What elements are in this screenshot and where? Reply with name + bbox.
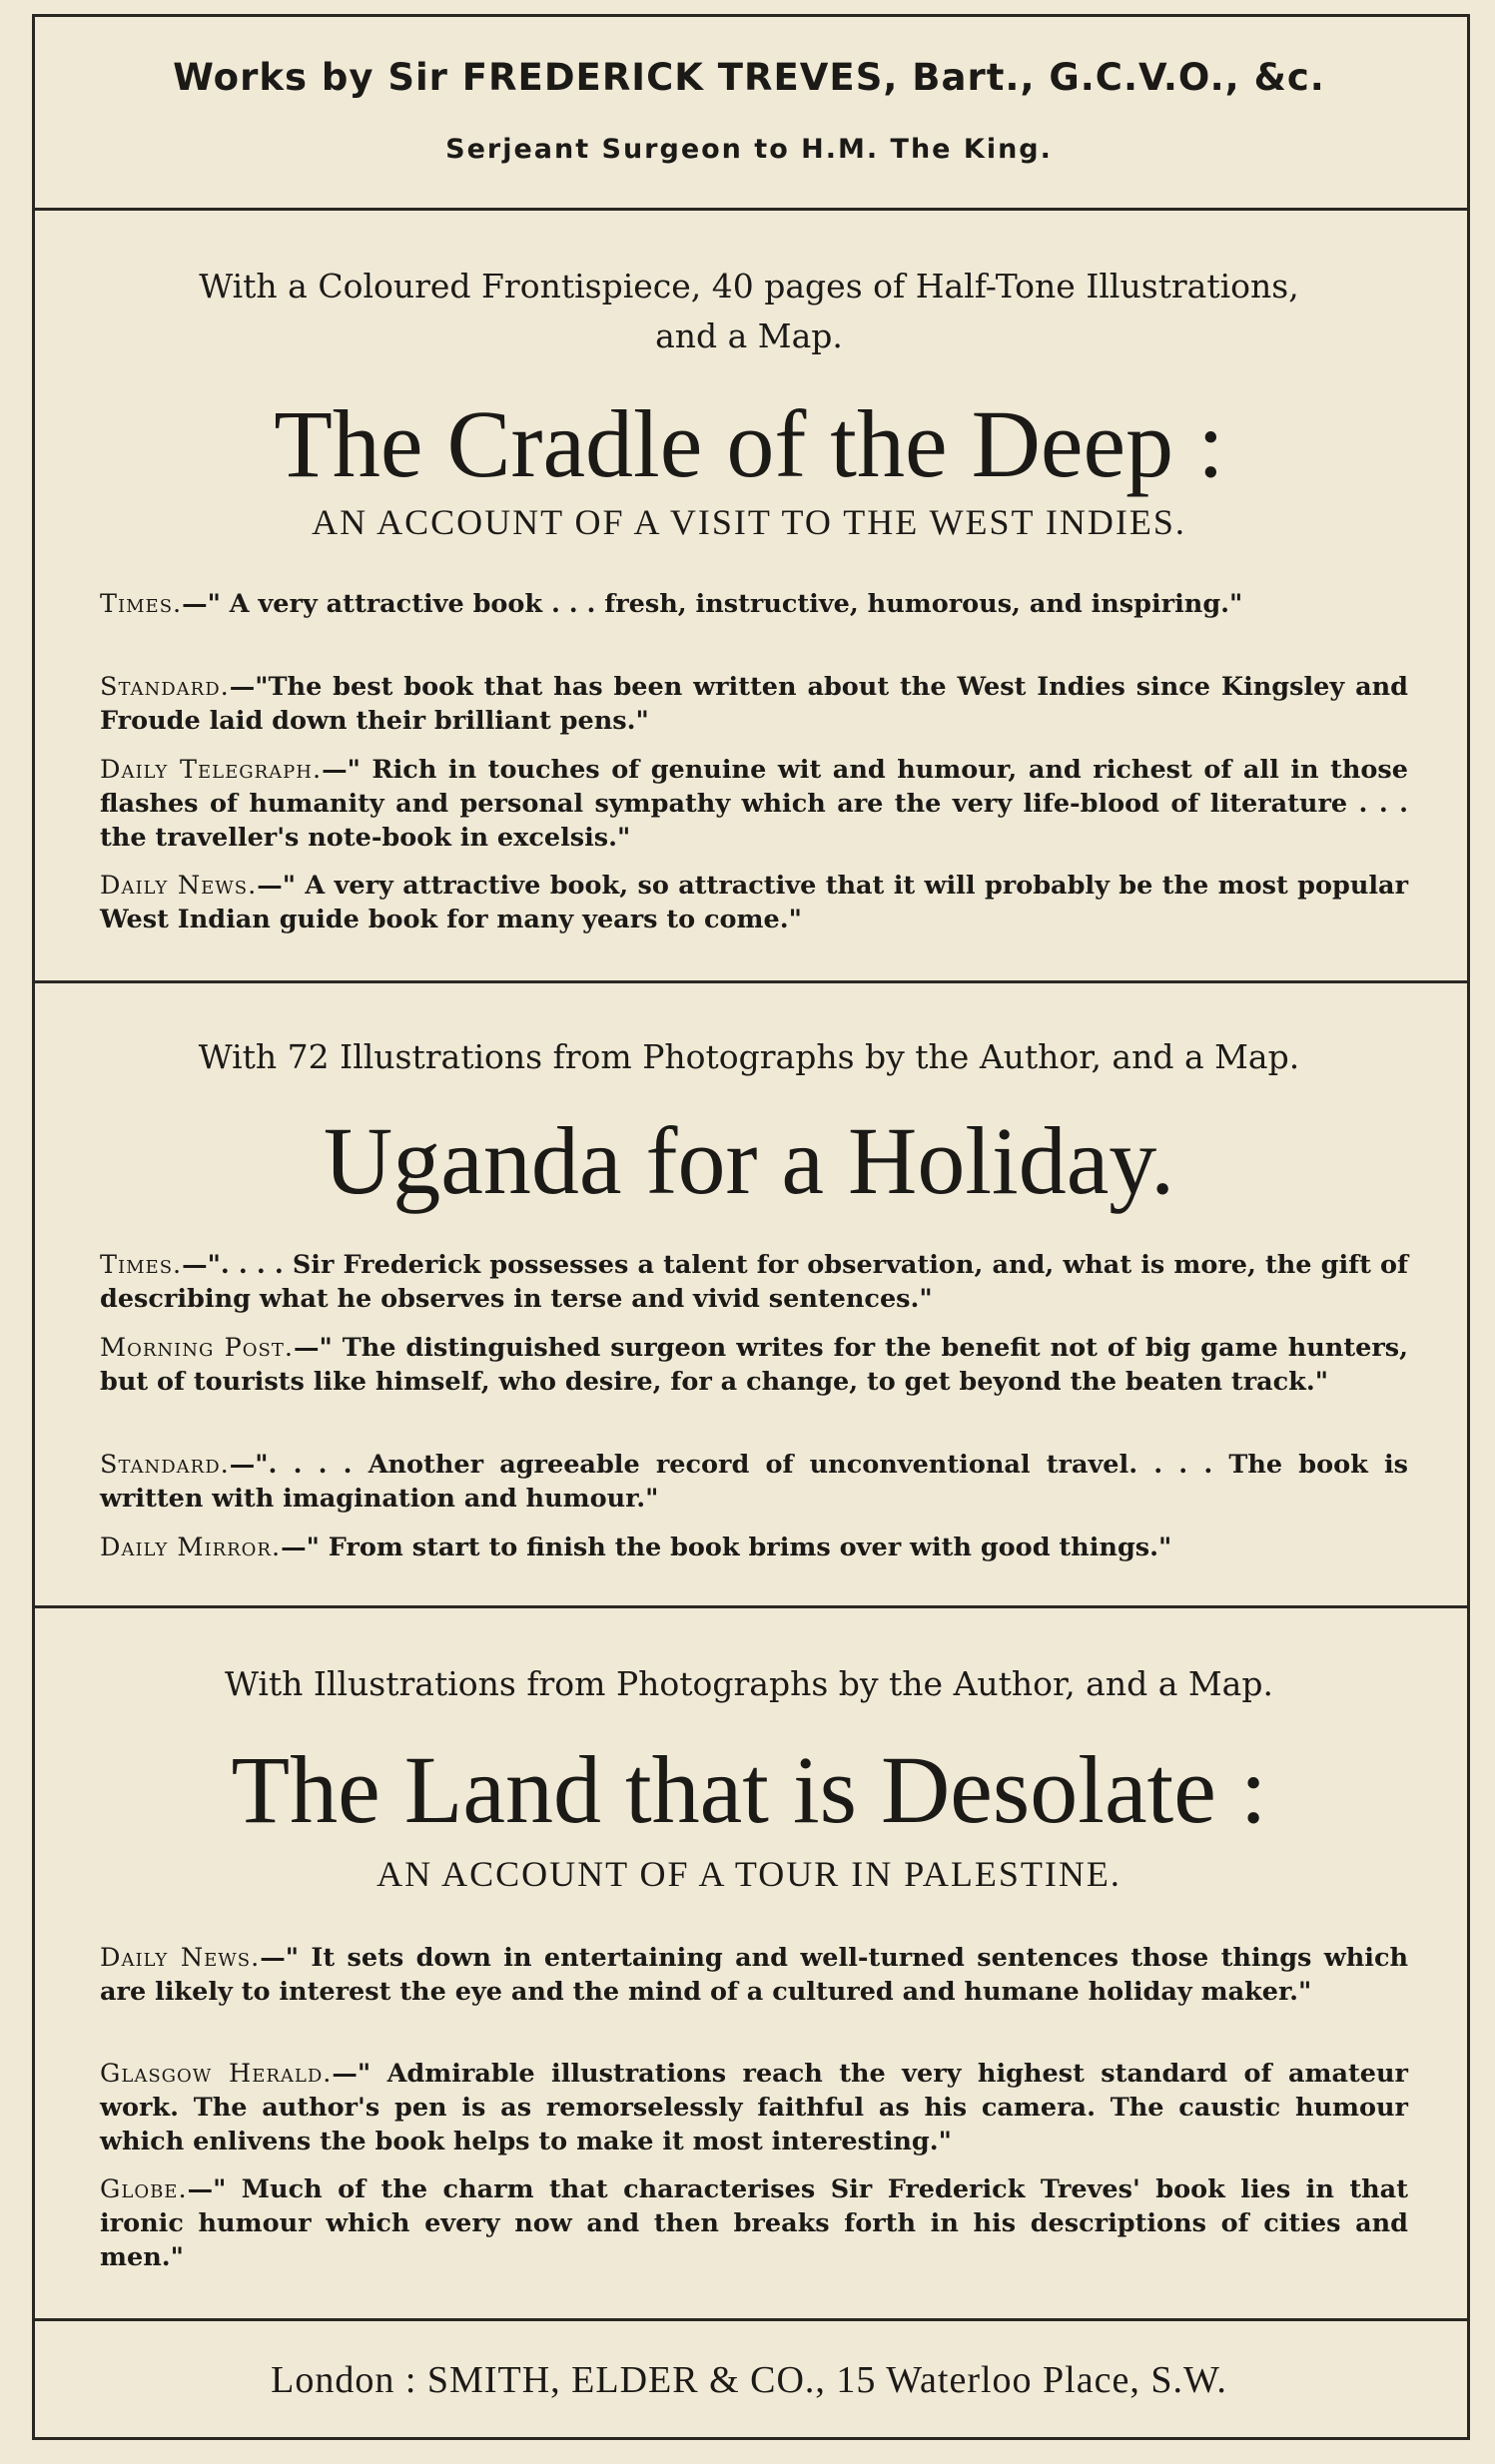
publisher-imprint: London : SMITH, ELDER & CO., 15 Waterloo Place, S.W. (271, 2359, 1227, 2401)
review-quote: —" A very attractive book, so attractive that it will probably be the most popular West Indian guide book for many years to come." (100, 871, 1409, 934)
review-quote: —" From start to finish the book brims over with good things." (281, 1533, 1172, 1562)
review-source: Standard. (100, 1450, 230, 1480)
book2-review-3 (100, 1448, 1408, 1516)
book2-review-1 (100, 1248, 1408, 1316)
divider-footer (32, 2318, 1470, 2321)
review-source: Times. (100, 1250, 183, 1280)
review-source: Times. (100, 589, 183, 619)
review-source: Glasgow Herald. (100, 2059, 333, 2089)
review-quote: —" Rich in touches of genuine wit and humour, and richest of all in those flashes of humanity and personal sympathy which are the very life-blood of literature . . . the traveller's note-book in excelsis." (100, 755, 1408, 853)
book1-review-3 (100, 753, 1408, 855)
review-quote: —" Admirable illustrations reach the very highest standard of amateur work. The author's pen is as remorselessly faithful as his camera. The caustic humour which enlivens the book helps to make it most interesting." (100, 2059, 1408, 2156)
book2-review-4 (100, 1531, 1408, 1564)
book3-review-2 (100, 2057, 1408, 2158)
book1-title: The Cradle of the Deep : (274, 390, 1224, 497)
review-source: Standard. (100, 672, 230, 702)
review-quote: —"The best book that has been written about the West Indies since Kingsley and Froude laid down their brilliant pens." (100, 672, 1408, 736)
book1-review-4 (100, 869, 1408, 936)
book1-intro-line2: and a Map. (655, 316, 843, 355)
review-quote: —". . . . Another agreeable record of unconventional travel. . . . The book is written with imagination and humour." (100, 1450, 1408, 1514)
review-source: Daily Mirror. (100, 1533, 282, 1562)
book3-review-1 (100, 1941, 1408, 2009)
book3-subtitle: AN ACCOUNT OF A TOUR IN PALESTINE. (376, 1854, 1121, 1894)
book1-review-1 (100, 587, 1408, 621)
book2-title: Uganda for a Holiday. (323, 1107, 1175, 1214)
review-source: Globe. (100, 2174, 188, 2204)
header-title: Works by Sir FREDERICK TREVES, Bart., G.C.V.O., &c. (173, 56, 1325, 99)
book3-intro: With Illustrations from Photographs by the Author, and a Map. (225, 1664, 1273, 1703)
divider-book1 (32, 980, 1470, 983)
review-source: Morning Post. (100, 1333, 294, 1363)
review-quote: —" The distinguished surgeon writes for the benefit not of big game hunters, but of tourists like himself, who desire, for a change, to get beyond the beaten track." (100, 1333, 1408, 1397)
review-quote: —". . . . Sir Frederick possesses a talent for observation, and, what is more, the gift of describing what he observes in terse and vivid sentences." (100, 1250, 1408, 1314)
divider-book2 (32, 1605, 1470, 1608)
divider-header (32, 208, 1470, 211)
book2-review-2 (100, 1331, 1408, 1399)
book1-intro-line1: With a Coloured Frontispiece, 40 pages of Half-Tone Illustrations, (199, 267, 1299, 306)
review-source: Daily Telegraph. (100, 755, 323, 785)
book1-review-2 (100, 670, 1408, 738)
review-quote: —" It sets down in entertaining and well-turned sentences those things which are likely to interest the eye and the mind of a cultured and humane holiday maker." (100, 1943, 1409, 2007)
review-source: Daily News. (100, 1943, 261, 1973)
book3-review-3 (100, 2172, 1408, 2274)
header-subtitle: Serjeant Surgeon to H.M. The King. (445, 134, 1053, 165)
review-source: Daily News. (100, 871, 258, 901)
book2-intro: With 72 Illustrations from Photographs by the Author, and a Map. (198, 1037, 1300, 1076)
review-quote: —" Much of the charm that characterises Sir Frederick Treves' book lies in that ironic humour which every now and then breaks forth in his descriptions of cities and men." (100, 2174, 1408, 2272)
review-quote: —" A very attractive book . . . fresh, instructive, humorous, and inspiring." (182, 589, 1243, 619)
book3-title: The Land that is Desolate : (231, 1736, 1267, 1843)
book1-subtitle: AN ACCOUNT OF A VISIT TO THE WEST INDIES. (312, 502, 1186, 542)
